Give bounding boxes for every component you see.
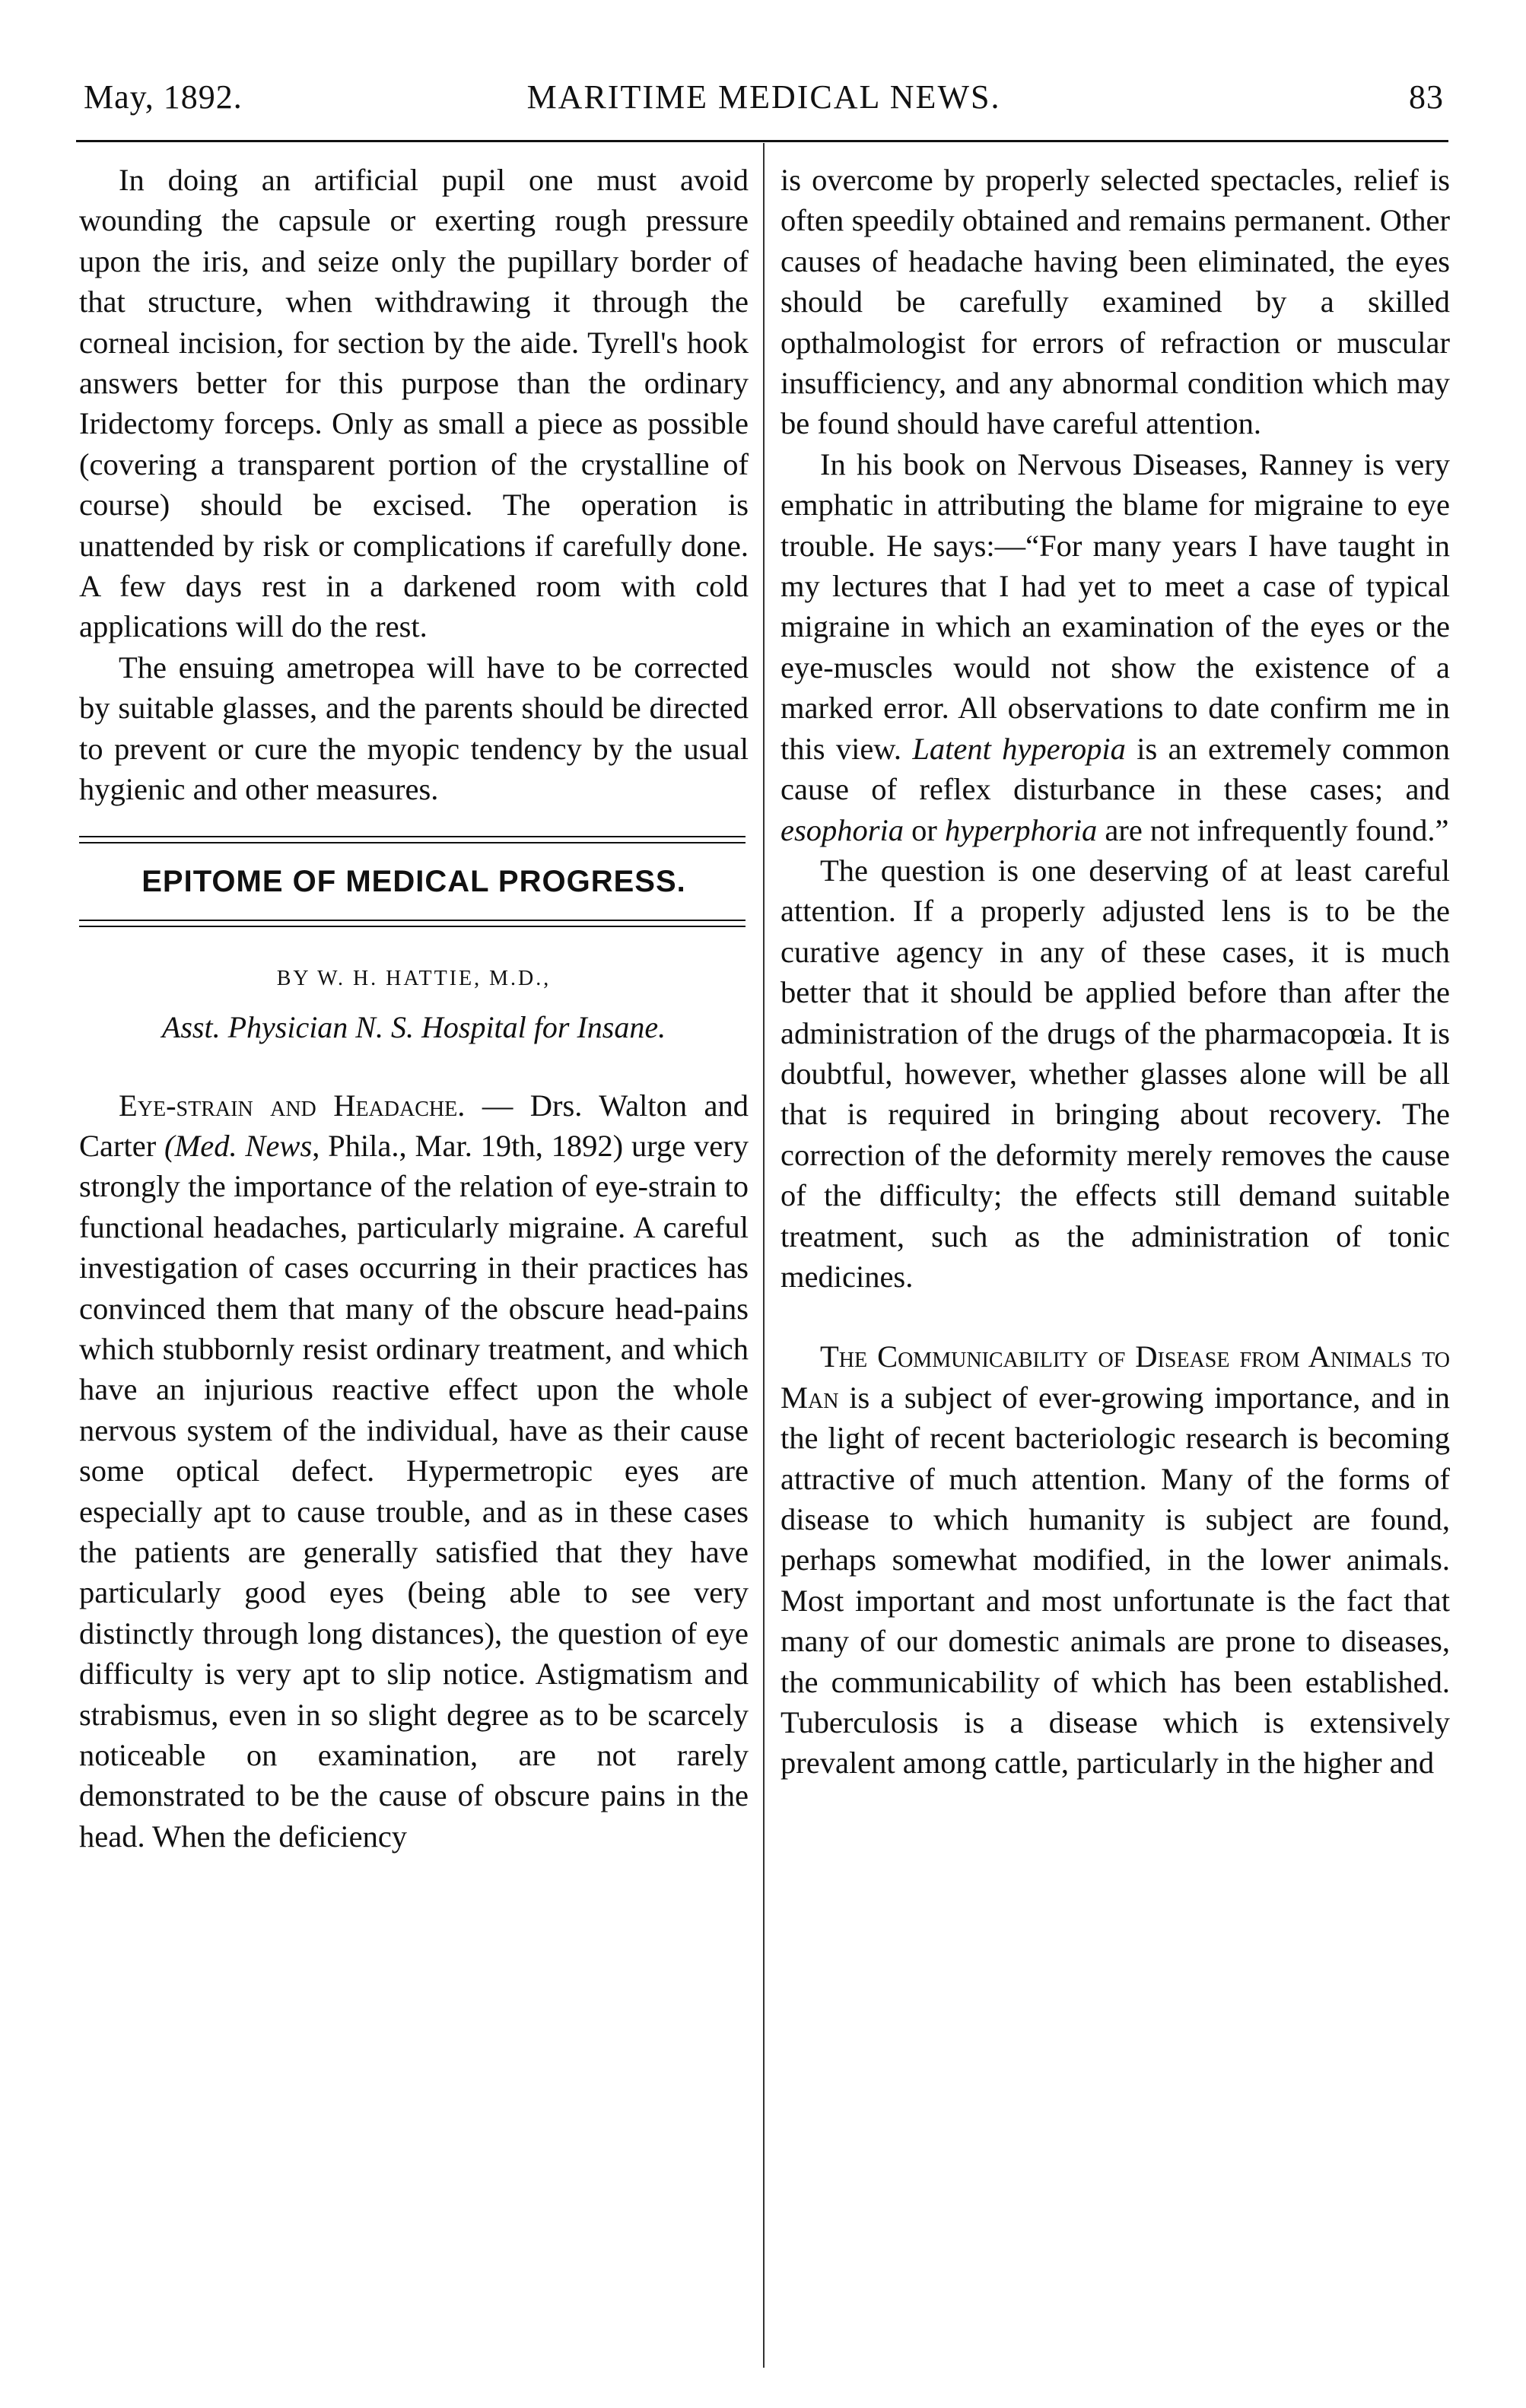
hyperphoria-term: hyperphoria: [945, 812, 1098, 847]
latent-hyperopia-term: Latent hyperopia: [912, 731, 1126, 766]
ranney-text-d: are not infrequently found.”: [1097, 812, 1449, 847]
page-number: 83: [1409, 78, 1444, 116]
issue-date: May, 1892.: [84, 78, 243, 116]
header-rule: [76, 140, 1448, 142]
eye-strain-heading: Eye-strain and Headache.: [119, 1088, 466, 1123]
question-paragraph: The question is one deserving of at least careful attention. If a properly adjusted lens is to be the curative agency in any of these cases, it is much better that it should be applied before than after the administration of the drugs of the pharmacopœia. It is doubtful, however, whether glasses alone will be all that is required in bringing about recovery. The correction of the deformity merely removes the cause of the difficulty; the effects still demand suitable treatment, such as the administration of tonic medicines.: [780, 853, 1450, 1294]
ranney-text-a: In his book on Nervous Diseases, Ranney is very emphatic in attributing the blame for migraine to eye trouble. He says:—“For many years I have taught in my lectures that I had yet to meet a case of typical migraine in which an examination of the eyes or the eye-muscles would not show the existence of a marked error. All observations to date confirm me in this view.: [780, 446, 1450, 766]
section-rule-top: [79, 836, 746, 843]
ranney-text-c: or: [904, 812, 945, 847]
communicability-body: is a subject of ever-growing importance, and in the light of recent bacteriologic research is becoming attractive of much attention. Many of the forms of disease to which humanity is subject are found, perhaps somewhat modified, in the lower animals. Most important and most unfortunate is the fact that many of our domestic animals are prone to diseases, the communicability of which has been established. Tuberculosis is a disease which is extensively prevalent among cattle, particularly in the higher and: [780, 1380, 1450, 1781]
running-head: [84, 78, 1444, 131]
right-column: [780, 160, 1450, 1784]
eye-strain-paragraph: [79, 1085, 749, 1857]
communicability-paragraph: [780, 1336, 1450, 1783]
artificial-pupil-paragraph: In doing an artificial pupil one must avoid wounding the capsule or exerting rough pressure upon the iris, and seize only the pupillary border of that structure, when withdrawing it through the corneal incision, for section by the aide. Tyrell's hook answers better for this purpose than the ordinary Iridectomy forceps. Only as small a piece as possible (covering a transparent portion of the crystalline of course) should be excised. The operation is unattended by risk or complications if carefully done. A few days rest in a darkened room with cold applications will do the rest.: [79, 163, 749, 644]
ranney-text-b: is an extremely common cause of reflex disturbance in these cases; and: [780, 731, 1451, 807]
spectacles-paragraph: is overcome by properly selected spectacles, relief is often speedily obtained and remains permanent. Other causes of headache having been eliminated, the eyes should be carefully examined by a skilled opthalmologist for errors of refraction or muscular insufficiency, and any abnormal condition which may be found should have careful attention.: [780, 163, 1450, 441]
journal-title: MARITIME MEDICAL NEWS.: [526, 78, 1001, 116]
eye-strain-body: urge very strongly the importance of the relation of eye-strain to functional headaches, particularly migraine. A careful investigation of cases occurring in their practices has convinced them that many of the obscure head-pains which stubbornly resist ordinary treatment, and which have an injurious reactive effect upon the whole nervous system of the individual, have as their cause some optical defect. Hypermetropic eyes are especially apt to cause trouble, and as in these cases the patients are generally satisfied that they have particularly good eyes (being able to see very distinctly through long distances), the question of eye difficulty is very apt to slip notice. Astigmatism and strabismus, even in so slight degree as to be scarcely noticeable on examination, are not rarely demonstrated to be the cause of obscure pains in the head. When the deficiency: [79, 1128, 749, 1854]
author-affiliation: Asst. Physician N. S. Hospital for Insane.: [161, 1009, 666, 1044]
column-divider: [763, 143, 765, 2368]
author-byline: BY W. H. HATTIE, M.D.,: [276, 966, 552, 990]
ranney-paragraph: [780, 444, 1450, 850]
left-column: [79, 160, 749, 1857]
communicability-heading: The Communicability of Disease from Animals to Man: [780, 1339, 1450, 1415]
section-rule-bottom: [79, 920, 746, 927]
esophoria-term: esophoria: [780, 812, 904, 847]
section-break: [79, 836, 749, 927]
eye-strain-lead: — Drs. Walton and Carter: [79, 1088, 749, 1163]
eye-strain-citation: (Med. News: [164, 1128, 313, 1163]
eye-strain-citation-rest: , Phila., Mar. 19th, 1892): [312, 1128, 624, 1163]
paragraph-gap: [780, 1297, 1450, 1336]
section-title: EPITOME OF MEDICAL PROGRESS.: [141, 864, 686, 898]
ametropea-paragraph: The ensuing ametropea will have to be corrected by suitable glasses, and the parents should be directed to prevent or cure the myopic tendency by the usual hygienic and other measures.: [79, 650, 749, 807]
